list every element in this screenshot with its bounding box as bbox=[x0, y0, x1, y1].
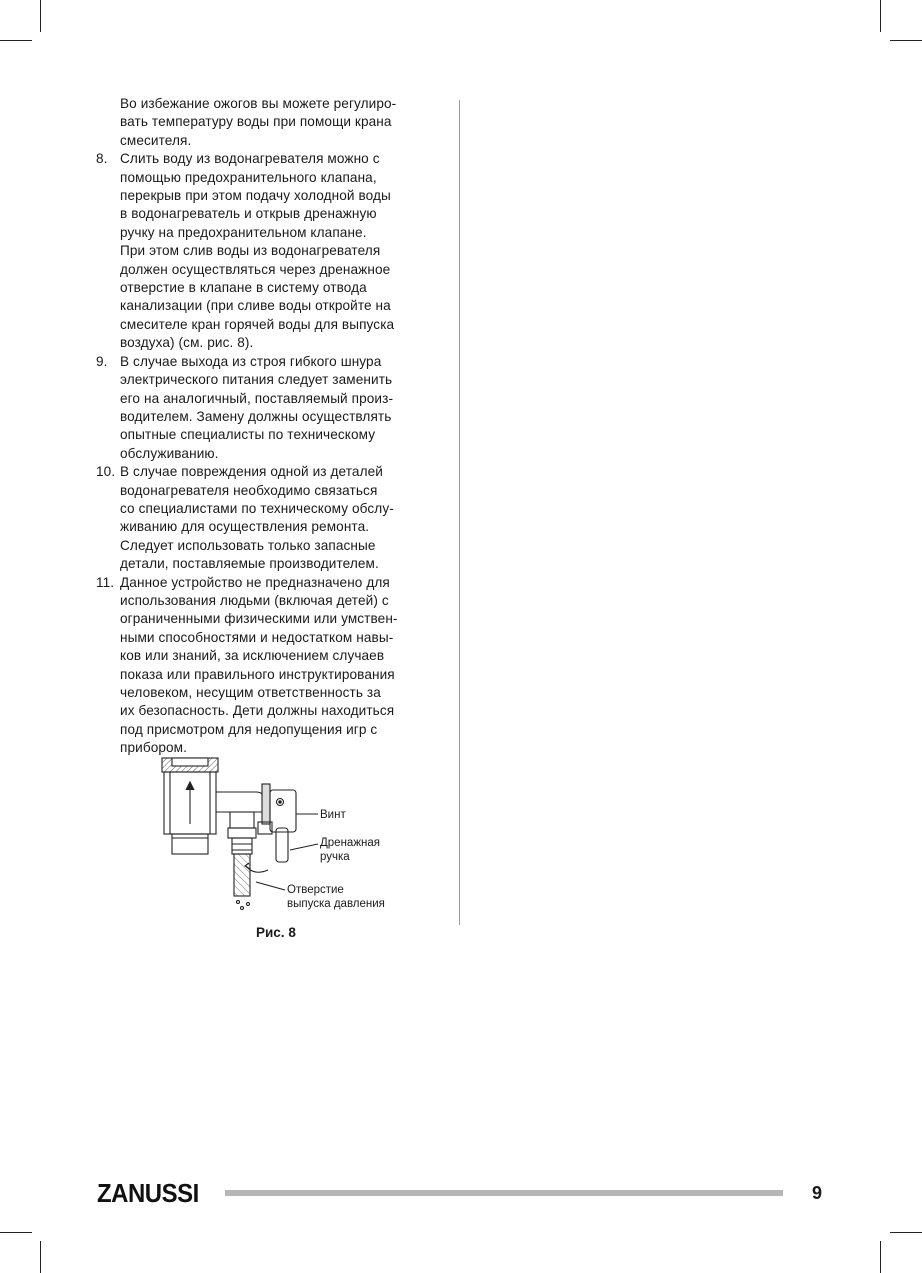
list-item-10 bbox=[96, 463, 450, 573]
column-divider bbox=[459, 100, 460, 925]
page-number: 9 bbox=[812, 1183, 823, 1203]
text-line: В случае повреждения одной из деталей bbox=[120, 464, 383, 480]
crop-mark bbox=[890, 1232, 922, 1233]
intro-paragraph bbox=[96, 95, 450, 150]
crop-mark bbox=[0, 40, 32, 41]
text-line: обслуживанию. bbox=[120, 445, 219, 461]
instructions-text bbox=[96, 95, 450, 758]
text-line: отверстие в клапане в систему отвода bbox=[120, 280, 367, 296]
safety-valve-figure bbox=[150, 752, 410, 922]
label-outlet-2: выпуска давления bbox=[287, 898, 385, 910]
text-line: их безопасность. Дети должны находиться bbox=[120, 703, 395, 719]
text-line: электрического питания следует заменить bbox=[120, 372, 393, 388]
text-line: смесителе кран горячей воды для выпуска bbox=[120, 316, 395, 332]
text-line: Следует использовать только запасные bbox=[120, 537, 376, 553]
item-number: 11. bbox=[96, 574, 115, 590]
item-number: 10. bbox=[96, 464, 116, 480]
label-drain-handle-2: ручка bbox=[320, 851, 350, 863]
text-line: использования людьми (включая детей) с bbox=[120, 592, 389, 608]
text-line: со специалистами по техническому обслу- bbox=[120, 500, 394, 516]
text-line: должен осуществляться через дренажное bbox=[120, 261, 391, 277]
crop-mark bbox=[880, 1241, 881, 1273]
text-line: При этом слив воды из водонагревателя bbox=[120, 243, 381, 259]
text-line: живанию для осуществления ремонта. bbox=[120, 519, 370, 535]
item-number: 9. bbox=[96, 353, 108, 369]
text-line: воздуха) (см. рис. 8). bbox=[120, 335, 254, 351]
text-line: Во избежание ожогов вы можете регулиро- bbox=[120, 96, 397, 111]
text-line: прибором. bbox=[120, 740, 188, 756]
item-number: 8. bbox=[96, 151, 108, 167]
text-line: ков или знаний, за исключением случаев bbox=[120, 648, 385, 664]
text-line: Слить воду из водонагревателя можно с bbox=[120, 151, 380, 167]
crop-mark bbox=[40, 1241, 41, 1273]
list-item-9 bbox=[96, 353, 450, 463]
text-line: смесителя. bbox=[120, 132, 192, 148]
figure-caption: Рис. 8 bbox=[256, 925, 296, 940]
text-line: В случае выхода из строя гибкого шнура bbox=[120, 353, 382, 369]
crop-mark bbox=[0, 1232, 32, 1233]
text-line: канализации (при сливе воды откройте на bbox=[120, 298, 391, 314]
label-outlet-1: Отверстие bbox=[287, 884, 344, 896]
text-line: под присмотром для недопущения игр с bbox=[120, 721, 378, 737]
text-line: показа или правильного инструктирования bbox=[120, 666, 395, 682]
text-line: человеком, несущим ответственность за bbox=[120, 685, 381, 700]
crop-mark bbox=[40, 0, 41, 32]
list-item-11 bbox=[96, 574, 450, 758]
text-line: Данное устройство не предназначено для bbox=[120, 574, 390, 590]
text-line: вать температуру воды при помощи крана bbox=[120, 114, 392, 130]
text-line: перекрыв при этом подачу холодной воды bbox=[120, 188, 391, 204]
text-line: в водонагреватель и открыв дренажную bbox=[120, 206, 377, 222]
text-line: водонагревателя необходимо связаться bbox=[120, 482, 378, 498]
crop-mark bbox=[880, 0, 881, 32]
footer-rule bbox=[225, 1190, 783, 1196]
text-line: ограниченными физическими или умствен- bbox=[120, 611, 398, 627]
text-line: помощью предохранительного клапана, bbox=[120, 169, 377, 185]
text-line: ными способностями и недостатком навы- bbox=[120, 629, 394, 645]
text-line: опытные специалисты по техническому bbox=[120, 427, 376, 443]
label-screw: Винт bbox=[320, 809, 346, 821]
text-line: его на аналогичный, поставляемый произ- bbox=[120, 390, 394, 406]
text-line: детали, поставляемые производителем. bbox=[120, 556, 379, 572]
label-drain-handle-1: Дренажная bbox=[320, 837, 380, 849]
text-line: водителем. Замену должны осуществлять bbox=[120, 408, 392, 424]
list-item-8 bbox=[96, 150, 450, 352]
crop-mark bbox=[890, 40, 922, 41]
text-line: ручку на предохранительном клапане. bbox=[120, 224, 367, 240]
brand-logo: ZANUSSI bbox=[97, 1178, 199, 1208]
